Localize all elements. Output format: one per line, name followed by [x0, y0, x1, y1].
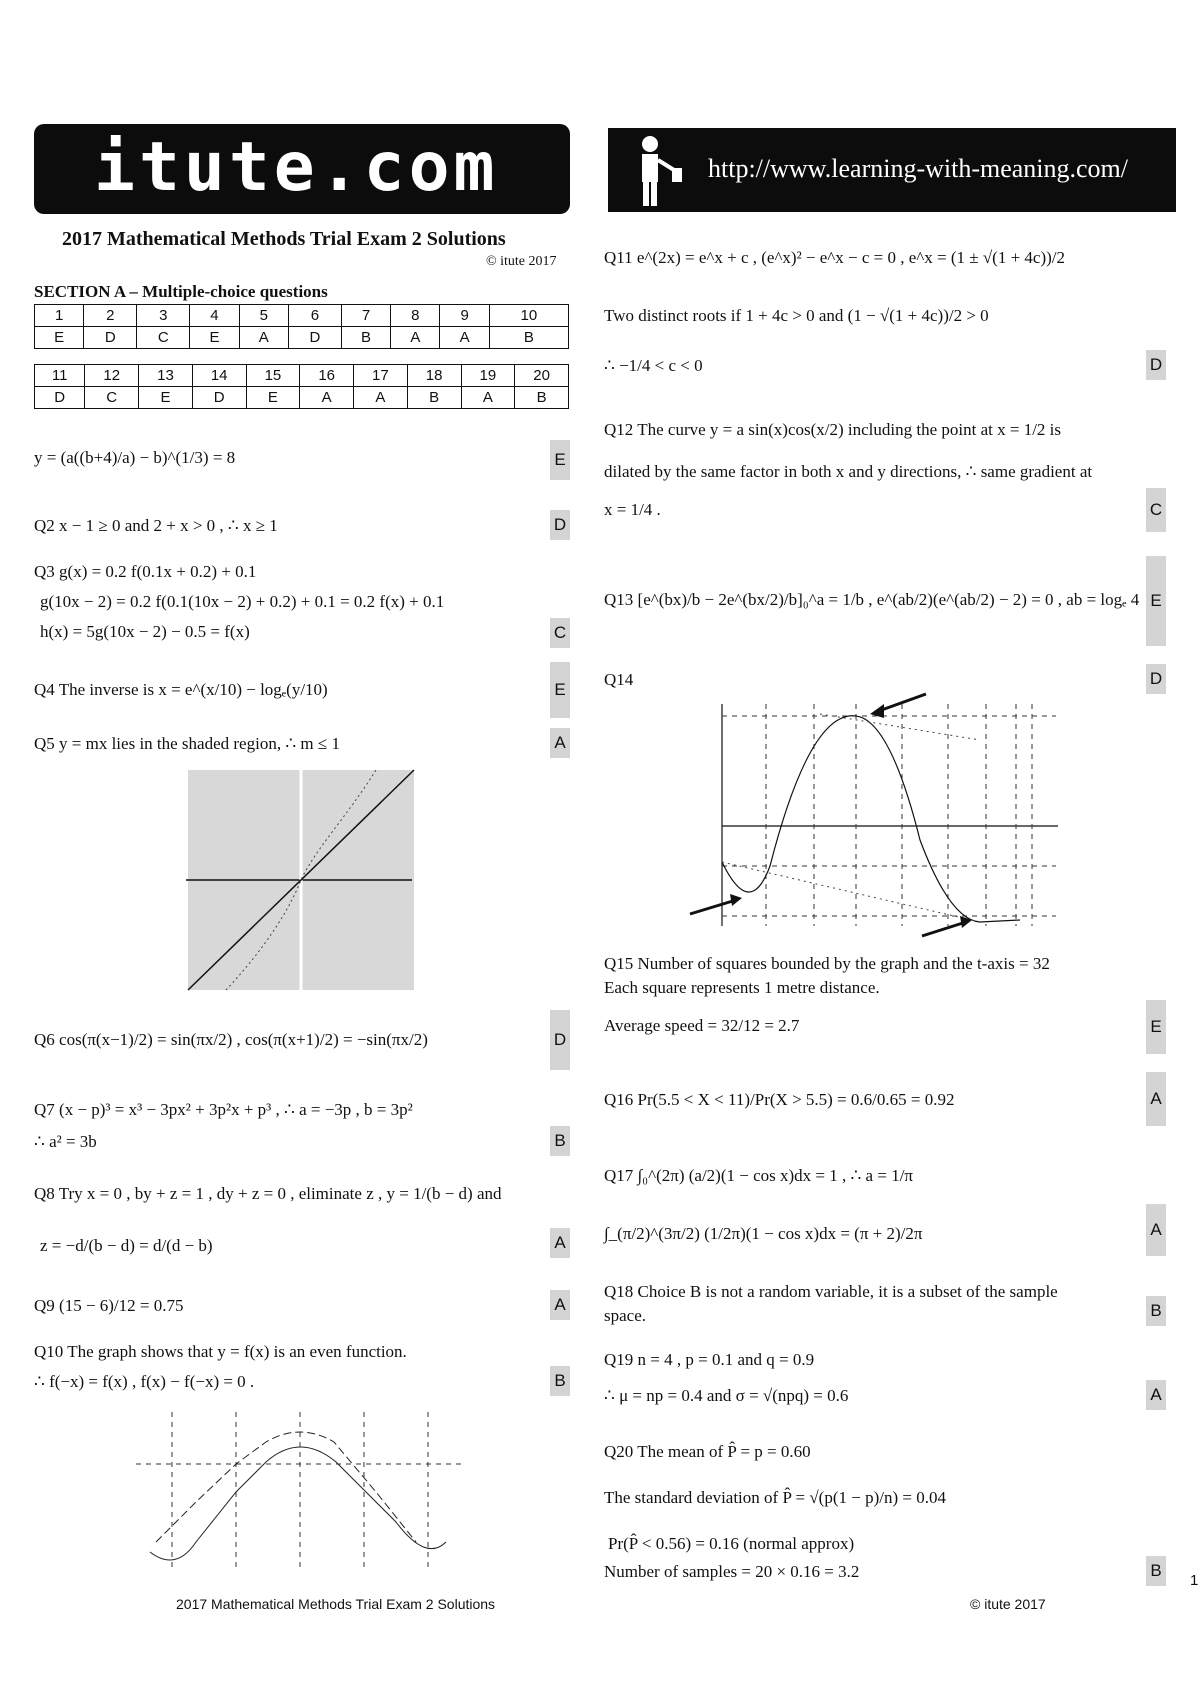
- answer-cell: D: [192, 387, 246, 409]
- q4-answer: E: [550, 662, 570, 718]
- answer-cell: A: [354, 387, 408, 409]
- question-number-cell: 17: [354, 365, 408, 387]
- question-number-cell: 16: [300, 365, 354, 387]
- q19-line2: ∴ μ = np = 0.4 and σ = √(npq) = 0.6: [604, 1386, 849, 1405]
- q9-answer: A: [550, 1290, 570, 1320]
- answer-cell: A: [461, 387, 515, 409]
- answer-cell: A: [440, 327, 489, 349]
- teacher-icon: [632, 134, 692, 208]
- question-number-cell: 5: [239, 305, 288, 327]
- q12-answer: C: [1146, 488, 1166, 532]
- q6-answer: D: [550, 1010, 570, 1070]
- q10-line2: ∴ f(−x) = f(x) , f(x) − f(−x) = 0 .: [34, 1372, 255, 1391]
- q2-text: Q2 x − 1 ≥ 0 and 2 + x > 0 , ∴ x ≥ 1: [34, 516, 278, 535]
- answer-cell: B: [515, 387, 569, 409]
- q20-line4: Number of samples = 20 × 0.16 = 3.2: [604, 1562, 860, 1581]
- q4-text: Q4 The inverse is x = e^(x/10) − logₑ(y/10): [34, 680, 328, 699]
- question-number-cell: 18: [407, 365, 461, 387]
- q17-line1: Q17 ∫₀^(2π) (a/2)(1 − cos x)dx = 1 , ∴ a = 1/π: [604, 1166, 913, 1185]
- q12-line1: Q12 The curve y = a sin(x)cos(x/2) including the point at x = 1/2 is: [604, 420, 1061, 439]
- question-number-cell: 20: [515, 365, 569, 387]
- q19-line1: Q19 n = 4 , p = 0.1 and q = 0.9: [604, 1350, 815, 1369]
- answer-table-2: [34, 364, 569, 409]
- question-number-cell: 4: [190, 305, 239, 327]
- q15-answer: E: [1146, 1000, 1166, 1054]
- logo-text: itute.com: [94, 128, 499, 207]
- q15-line3: Average speed = 32/12 = 2.7: [604, 1016, 800, 1035]
- q14-answer: D: [1146, 664, 1166, 694]
- q3-line1: Q3 g(x) = 0.2 f(0.1x + 0.2) + 0.1: [34, 562, 257, 581]
- q1-answer: E: [550, 440, 570, 480]
- q3-answer: C: [550, 618, 570, 648]
- answer-cell: B: [489, 327, 568, 349]
- question-number-cell: 8: [391, 305, 440, 327]
- answer-cell: A: [239, 327, 288, 349]
- question-number-cell: 1: [35, 305, 84, 327]
- q10-answer: B: [550, 1366, 570, 1396]
- question-number-cell: 7: [341, 305, 390, 327]
- q7-answer: B: [550, 1126, 570, 1156]
- answer-cell: B: [407, 387, 461, 409]
- answer-cell: E: [139, 387, 193, 409]
- q20-line1: Q20 The mean of P̂ = p = 0.60: [604, 1442, 811, 1461]
- q18-line2: space.: [604, 1306, 647, 1325]
- q19-answer: A: [1146, 1380, 1166, 1410]
- question-number-cell: 6: [288, 305, 341, 327]
- q3-line3: h(x) = 5g(10x − 2) − 0.5 = f(x): [40, 622, 250, 641]
- question-number-cell: 14: [192, 365, 246, 387]
- section-heading: SECTION A – Multiple-choice questions: [34, 282, 328, 301]
- q12-line2: dilated by the same factor in both x and y directions, ∴ same gradient at: [604, 462, 1093, 481]
- question-number-cell: 12: [85, 365, 139, 387]
- q15-line1: Q15 Number of squares bounded by the graph and the t-axis = 32: [604, 954, 1050, 973]
- question-number-cell: 2: [84, 305, 137, 327]
- answer-cell: D: [35, 387, 85, 409]
- q8-line2: z = −d/(b − d) = d/(d − b): [40, 1236, 213, 1255]
- q11-line2: Two distinct roots if 1 + 4c > 0 and (1 − √(1 + 4c))/2 > 0: [604, 306, 989, 325]
- q9-text: Q9 (15 − 6)/12 = 0.75: [34, 1296, 184, 1315]
- copyright: © itute 2017: [486, 254, 557, 269]
- url-banner[interactable]: [608, 128, 1176, 212]
- answer-cell: D: [288, 327, 341, 349]
- q10-line1: Q10 The graph shows that y = f(x) is an even function.: [34, 1342, 407, 1361]
- answer-cell: B: [341, 327, 390, 349]
- answer-cell: D: [84, 327, 137, 349]
- answer-cell: C: [137, 327, 190, 349]
- q16-text: Q16 Pr(5.5 < X < 11)/Pr(X > 5.5) = 0.6/0.65 = 0.92: [604, 1090, 955, 1109]
- answer-cell: A: [391, 327, 440, 349]
- q20-answer: B: [1146, 1556, 1166, 1586]
- q12-line3: x = 1/4 .: [604, 500, 661, 519]
- q14-graph: [680, 690, 1060, 940]
- question-number-cell: 10: [489, 305, 568, 327]
- q8-answer: A: [550, 1228, 570, 1258]
- question-number-cell: 13: [139, 365, 193, 387]
- q20-line3: Pr(P̂ < 0.56) = 0.16 (normal approx): [608, 1534, 855, 1553]
- q13-text: Q13 [e^(bx)/b − 2e^(bx/2)/b]₀^a = 1/b , e^(ab/2)(e^(ab/2) − 2) = 0 , ab = logₑ 4: [604, 590, 1140, 609]
- q11-line1: Q11 e^(2x) = e^x + c , (e^x)² − e^x − c = 0 , e^x = (1 ± √(1 + 4c))/2: [604, 248, 1066, 267]
- q3-line2: g(10x − 2) = 0.2 f(0.1(10x − 2) + 0.2) + 0.1 = 0.2 f(x) + 0.1: [40, 592, 445, 611]
- answer-cell: C: [85, 387, 139, 409]
- q1-text: y = (a((b+4)/a) − b)^(1/3) = 8: [34, 448, 236, 467]
- footer-title: 2017 Mathematical Methods Trial Exam 2 Solutions: [176, 1596, 496, 1612]
- answer-cell: E: [190, 327, 239, 349]
- answer-cell: A: [300, 387, 354, 409]
- question-number-cell: 3: [137, 305, 190, 327]
- q20-line2: The standard deviation of P̂ = √(p(1 − p)/n) = 0.04: [604, 1488, 946, 1507]
- url-link[interactable]: http://www.learning-with-meaning.com/: [708, 154, 1128, 183]
- question-number-cell: 19: [461, 365, 515, 387]
- question-number-cell: 9: [440, 305, 489, 327]
- q5-answer: A: [550, 728, 570, 758]
- q7-line1: Q7 (x − p)³ = x³ − 3px² + 3p²x + p³ , ∴ a = −3p , b = 3p²: [34, 1100, 413, 1119]
- q11-line3: ∴ −1/4 < c < 0: [604, 356, 703, 375]
- logo-banner: [34, 124, 570, 214]
- page-title: 2017 Mathematical Methods Trial Exam 2 Solutions: [62, 228, 506, 250]
- q11-answer: D: [1146, 350, 1166, 380]
- q17-line2: ∫_(π/2)^(3π/2) (1/2π)(1 − cos x)dx = (π + 2)/2π: [604, 1224, 923, 1243]
- q5-text: Q5 y = mx lies in the shaded region, ∴ m ≤ 1: [34, 734, 340, 753]
- q16-answer: A: [1146, 1072, 1166, 1126]
- q13-answer: E: [1146, 556, 1166, 646]
- page-number: 1: [1190, 1572, 1199, 1589]
- answer-table-1: [34, 304, 569, 349]
- q6-text: Q6 cos(π(x−1)/2) = sin(πx/2) , cos(π(x+1)/2) = −sin(πx/2): [34, 1030, 428, 1049]
- q15-line2: Each square represents 1 metre distance.: [604, 978, 880, 997]
- q5-graph: [186, 768, 416, 992]
- question-number-cell: 15: [246, 365, 300, 387]
- q2-answer: D: [550, 510, 570, 540]
- q7-line2: ∴ a² = 3b: [34, 1132, 97, 1151]
- q10-graph: [136, 1412, 476, 1572]
- question-number-cell: 11: [35, 365, 85, 387]
- q17-answer: A: [1146, 1204, 1166, 1256]
- q18-answer: B: [1146, 1296, 1166, 1326]
- footer-copyright: © itute 2017: [970, 1596, 1046, 1612]
- q18-line1: Q18 Choice B is not a random variable, it is a subset of the sample: [604, 1282, 1058, 1301]
- answer-cell: E: [246, 387, 300, 409]
- q14-text: Q14: [604, 670, 634, 689]
- answer-cell: E: [35, 327, 84, 349]
- q8-line1: Q8 Try x = 0 , by + z = 1 , dy + z = 0 , eliminate z , y = 1/(b − d) and: [34, 1184, 502, 1203]
